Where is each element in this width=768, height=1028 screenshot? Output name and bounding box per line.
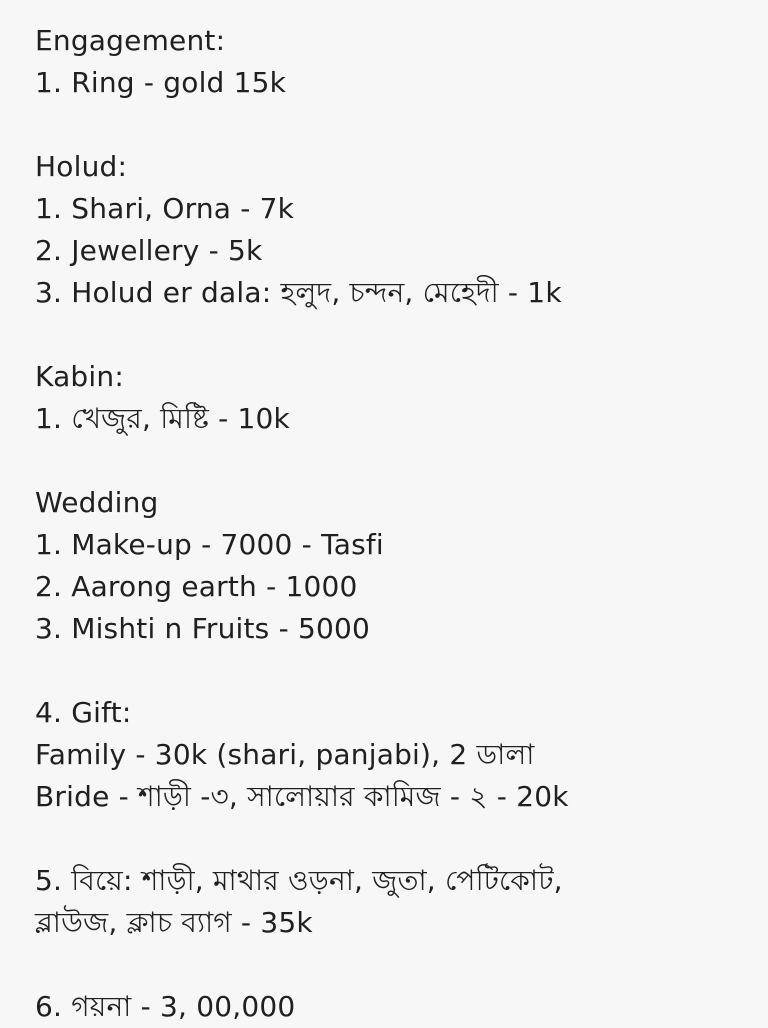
note-body[interactable] (35, 20, 755, 1028)
list-item: 6. গয়না - 3, 00,000 (35, 990, 296, 1023)
list-item: 1. Shari, Orna - 7k (35, 192, 295, 225)
list-item: 3. Holud er dala: হলুদ, চন্দন, মেহেদী - 1k (35, 276, 562, 309)
section-heading-wedding: Wedding (35, 486, 159, 519)
blank-line (35, 440, 755, 482)
section-heading-gift: 4. Gift: (35, 696, 132, 729)
list-item: ব্লাউজ, ক্লাচ ব্যাগ - 35k (35, 906, 313, 939)
list-item: Family - 30k (shari, panjabi), 2 ডালা (35, 738, 535, 771)
section-heading-kabin: Kabin: (35, 360, 124, 393)
blank-line (35, 944, 755, 986)
list-item: 5. বিয়ে: শাড়ী, মাথার ওড়না, জুতা, পেটিকোট, (35, 864, 563, 897)
list-item: 1. Ring - gold 15k (35, 66, 287, 99)
list-item: 1. Make-up - 7000 - Tasfi (35, 528, 384, 561)
list-item: 2. Aarong earth - 1000 (35, 570, 358, 603)
list-item: 2. Jewellery - 5k (35, 234, 263, 267)
blank-line (35, 314, 755, 356)
section-heading-holud: Holud: (35, 150, 128, 183)
section-heading-engagement: Engagement: (35, 24, 226, 57)
list-item: Bride - শাড়ী -৩, সালোয়ার কামিজ - ২ - 20k (35, 780, 569, 813)
list-item: 1. খেজুর, মিষ্টি - 10k (35, 402, 290, 435)
blank-line (35, 650, 755, 692)
blank-line (35, 818, 755, 860)
blank-line (35, 104, 755, 146)
list-item: 3. Mishti n Fruits - 5000 (35, 612, 371, 645)
